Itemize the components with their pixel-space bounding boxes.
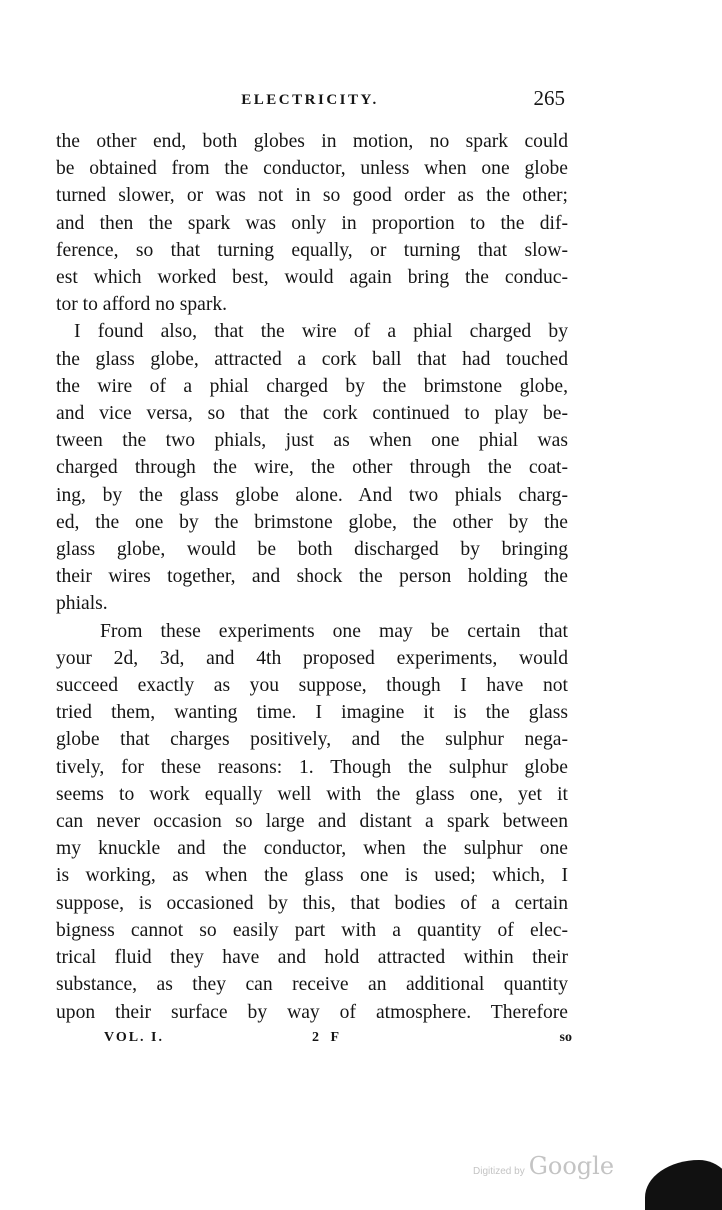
text-line: ing, by the glass globe alone. And two phials charg- [56,484,568,506]
text-line: their wires together, and shock the person holding the [56,566,568,588]
text-line: bigness cannot so easily part with a quantity of elec- [56,919,568,941]
text-line: ference, so that turning equally, or turning that slow- [56,239,568,261]
text-line: seems to work equally well with the glass one, yet it [56,783,568,805]
text-line: tively, for these reasons: 1. Though the sulphur globe [56,756,568,778]
paragraph [56,618,568,1026]
text-line: and vice versa, so that the cork continued to play be- [56,403,568,425]
page-header [55,86,565,116]
text-line: substance, as they can receive an additional quantity [56,974,568,996]
paragraph [56,318,568,617]
text-line: and then the spark was only in proportion to the dif- [56,212,568,234]
text-line: est which worked best, would again bring the conduc- [56,267,568,289]
scanner-thumb-shadow [645,1160,722,1210]
text-line: trical fluid they have and hold attracted within their [56,947,568,969]
text-line: your 2d, 3d, and 4th proposed experiments, would [56,647,568,669]
page-footer [74,1030,572,1052]
running-title: ELECTRICITY. [241,92,379,108]
text-line: suppose, is occasioned by this, that bodies of a certain [56,892,568,914]
text-line: is working, as when the glass one is used; which, I [56,865,568,887]
text-line: phials. [56,593,108,615]
gathering-mark: 2 F [312,1030,344,1045]
text-line: the glass globe, attracted a cork ball that had touched [56,348,568,370]
catchword: so [559,1030,572,1045]
text-line: tried them, wanting time. I imagine it is the glass [56,702,568,724]
page-number: 265 [533,86,565,110]
digitized-watermark [473,1152,614,1180]
text-line: be obtained from the conductor, unless when one globe [56,158,568,180]
text-line: globe that charges positively, and the sulphur nega- [56,729,568,751]
text-line: ed, the one by the brimstone globe, the other by the [56,511,568,533]
text-line: tween the two phials, just as when one phial was [56,430,568,452]
text-line: succeed exactly as you suppose, though I have not [56,675,568,697]
watermark-brand: Google [528,1152,615,1180]
volume-signature: VOL. I. [104,1030,165,1045]
paragraph [56,128,568,318]
text-line: glass globe, would be both discharged by bringing [56,539,568,561]
text-line: tor to afford no spark. [56,294,228,316]
text-line: upon their surface by way of atmosphere. Therefore [56,1001,568,1023]
text-line: charged through the wire, the other through the coat- [56,457,568,479]
text-line: the wire of a phial charged by the brimstone globe, [56,375,568,397]
text-line: my knuckle and the conductor, when the sulphur one [56,838,568,860]
text-line: the other end, both globes in motion, no spark could [56,131,568,152]
watermark-prefix: Digitized by [473,1166,525,1177]
text-line: turned slower, or was not in so good order as the other; [56,185,568,207]
text-line: I found also, that the wire of a phial charged by [74,321,568,343]
body-text [56,128,568,1026]
text-line: can never occasion so large and distant a spark between [56,811,568,833]
text-line: From these experiments one may be certain that [100,620,568,642]
